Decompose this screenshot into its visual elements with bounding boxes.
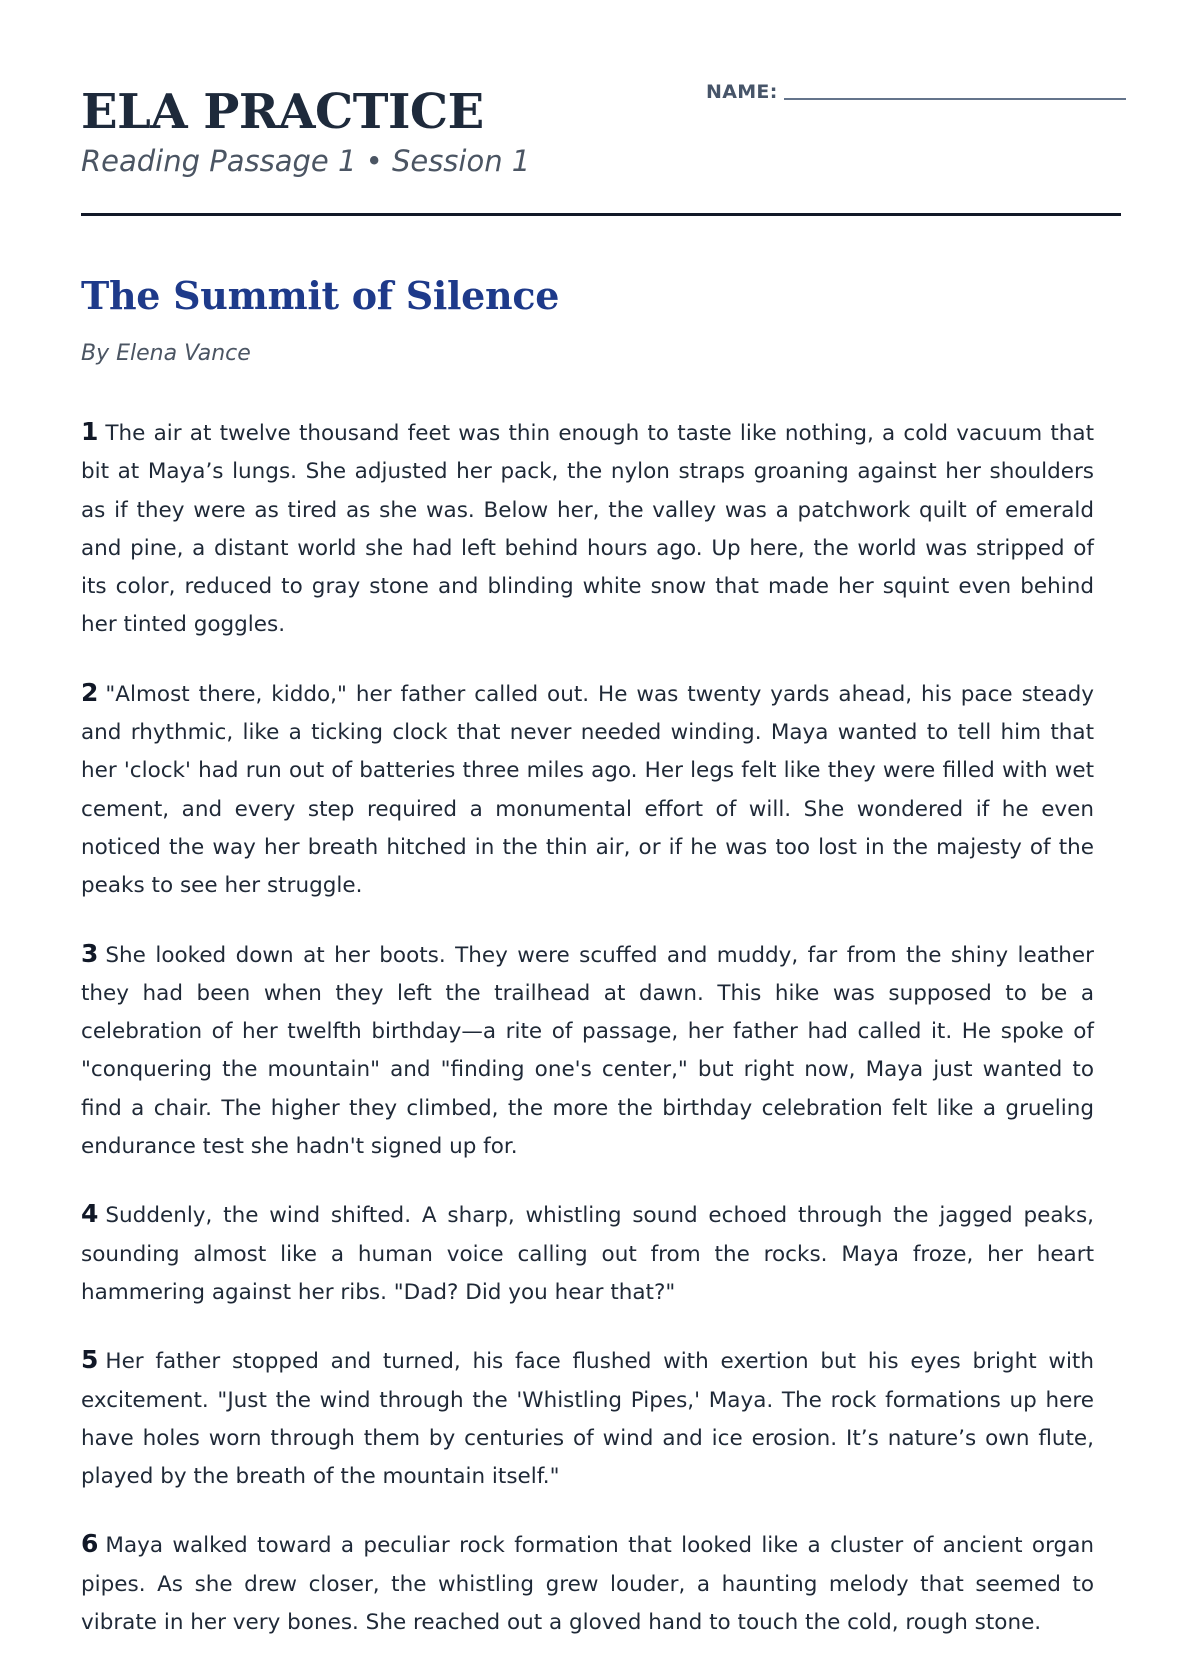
worksheet-subtitle: Reading Passage 1 • Session 1 [81,144,531,178]
worksheet-page [81,0,1121,1636]
story-byline: By Elena Vance [81,341,251,366]
worksheet-header [81,0,1121,216]
paragraph-4 [81,1195,1094,1312]
paragraph-text: She looked down at her boots. They were scuffed and muddy, far from the shiny leather they had been when they left the trailhead at dawn. This hike was supposed to be a celebration of her twelfth birthday—a rite of passage, her father had called it. He spoke of "conquering the mountain" and "finding one's center," but right now, Maya just wanted to find a chair. The higher they climbed, the more the birthday celebration felt like a grueling endurance test she hadn't signed up for. [81,942,1094,1160]
paragraph-5 [81,1341,1094,1496]
paragraph-number: 3 [81,938,99,968]
name-field [706,80,1126,104]
paragraph-text: "Almost there, kiddo," her father called out. He was twenty yards ahead, his pace steady and rhythmic, like a ticking clock that never needed winding. Maya wanted to tell him that her 'clock' had run out of batteries three miles ago. Her legs felt like they were filled with wet cement, and every step required a monumental effort of will. She wondered if he even noticed the way her breath hitched in the thin air, or if he was too lost in the majesty of the peaks to see her struggle. [81,681,1094,899]
paragraph-number: 5 [81,1345,99,1375]
name-blank-line [784,98,1126,100]
paragraph-3 [81,935,1094,1167]
paragraph-1 [81,413,1094,645]
paragraph-text: Maya walked toward a peculiar rock formation that looked like a cluster of ancient organ pipes. As she drew closer, the whistling grew louder, a haunting melody that seemed to vibrate in her very bones. She reached out a gloved hand to touch the cold, rough stone. [81,1533,1094,1636]
paragraph-number: 6 [81,1529,99,1559]
paragraph-number: 1 [81,417,99,446]
paragraph-text: Suddenly, the wind shifted. A sharp, whistling sound echoed through the jagged peaks, sounding almost like a human voice calling out from the rocks. Maya froze, her heart hammering against her ribs. "Dad? Did you hear that?" [81,1203,1094,1305]
paragraph-text: Her father stopped and turned, his face flushed with exertion but his eyes bright with excitement. "Just the wind through the 'Whistling Pipes,' Maya. The rock formations up here have holes worn through them by centuries of wind and ice erosion. It’s nature’s own flute, played by the breath of the mountain itself." [81,1349,1094,1490]
story-title: The Summit of Silence [81,273,560,318]
paragraph-number: 2 [81,677,99,707]
name-label: NAME: [706,81,778,103]
reading-passage [81,413,1094,1671]
paragraph-2 [81,674,1094,906]
paragraph-number: 4 [81,1199,99,1229]
paragraph-text: The air at twelve thousand feet was thin enough to taste like nothing, a cold vacuum that bit at Maya’s lungs. She adjusted her pack, the nylon straps groaning against her shoulders as if they were as tired as she was. Below her, the valley was a patchwork quilt of emerald and pine, a distant world she had left behind hours ago. Up here, the world was stripped of its color, reduced to gray stone and blinding white snow that made her squint even behind her tinted goggles. [81,421,1094,638]
paragraph-6 [81,1525,1094,1642]
worksheet-title: ELA PRACTICE [81,84,484,140]
